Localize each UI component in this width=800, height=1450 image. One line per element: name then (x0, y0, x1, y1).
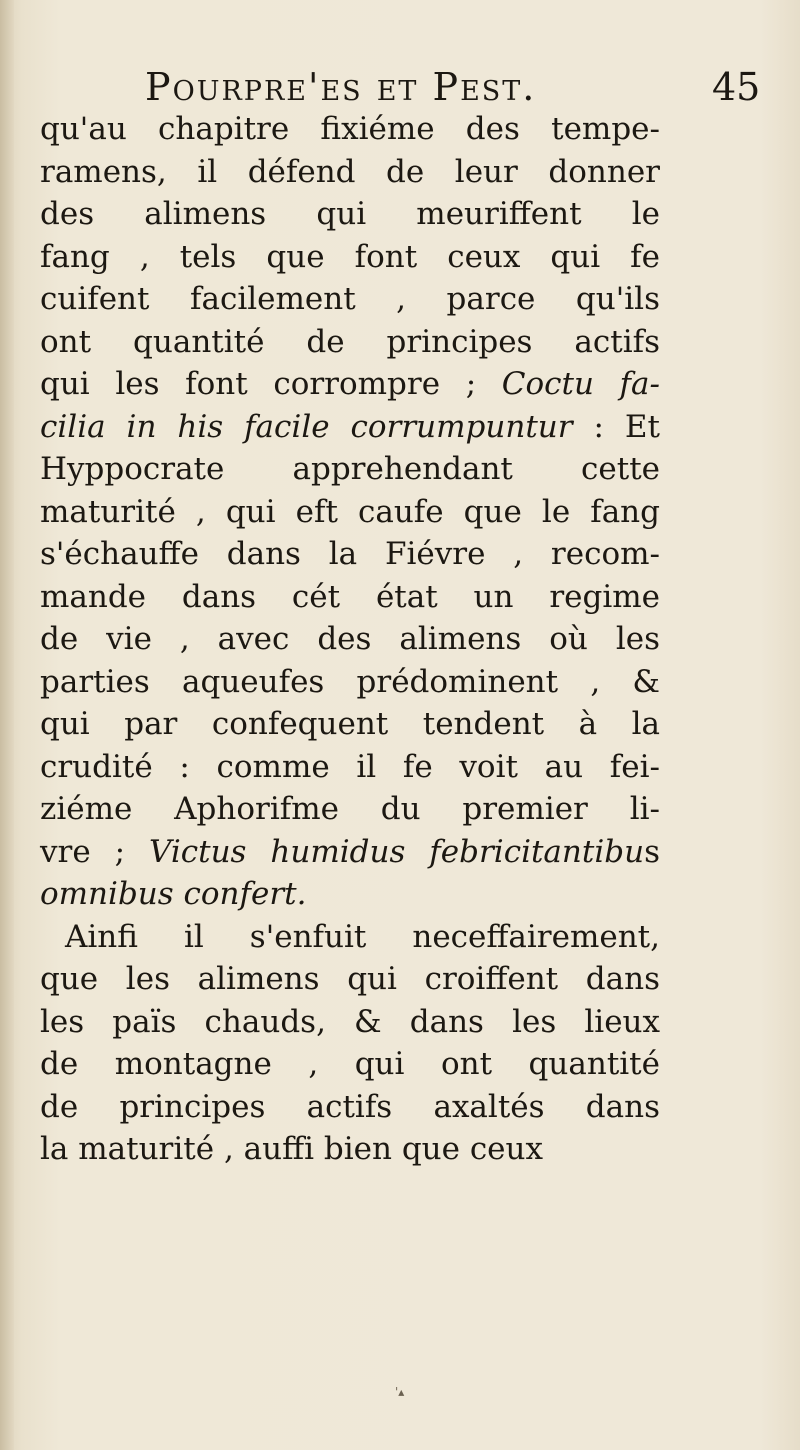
text-segment: qui par confequent tendent à la (40, 706, 660, 742)
text-segment: de principes actifs axaltés dans (40, 1088, 660, 1125)
text-line (40, 746, 660, 789)
text-segment: qu'au chapitre fixiéme des tempe- (40, 111, 660, 147)
text-line (40, 193, 660, 236)
text-line (40, 576, 660, 619)
text-line (40, 1128, 660, 1171)
text-line (40, 1001, 660, 1044)
text-segment: les païs chauds, & dans les lieux (40, 1003, 660, 1040)
printer-mark: '▴ (395, 1385, 405, 1399)
text-line (40, 448, 660, 491)
text-line (40, 661, 660, 704)
text-segment: qui les font corrompre ; (40, 366, 502, 402)
text-line (40, 618, 660, 661)
text-line (40, 533, 660, 576)
text-segment: s (644, 833, 660, 870)
latin-quotation: omnibus confert. (40, 876, 307, 912)
page-number: 45 (712, 65, 761, 109)
text-segment: la maturité , auffi bien que ceux (40, 1131, 543, 1167)
text-line (40, 788, 660, 831)
text-segment: s'échauffe dans la Fiévre , recom- (40, 536, 660, 572)
text-segment: fang , tels que font ceux qui fe (40, 238, 660, 275)
text-line (40, 321, 660, 364)
text-segment: parties aqueufes prédominent , & (40, 663, 660, 700)
text-line (40, 406, 660, 449)
text-segment: crudité : comme il fe voit au fei- (40, 748, 660, 785)
latin-quotation: Victus humidus febricitantibu (149, 833, 645, 870)
text-segment: que les alimens qui croiffent dans (40, 961, 660, 997)
text-segment: : Et (572, 408, 660, 445)
text-segment: de vie , avec des alimens où les (40, 621, 660, 657)
text-line (40, 491, 660, 534)
text-line (40, 236, 660, 279)
text-line (40, 831, 660, 874)
body-text (40, 108, 660, 1171)
latin-quotation: Coctu fa- (501, 366, 660, 402)
text-line (40, 108, 660, 151)
text-segment: ziéme Aphorifme du premier li- (40, 791, 660, 827)
text-line (40, 1086, 660, 1129)
text-segment: maturité , qui eft caufe que le fang (40, 493, 660, 530)
text-segment: Ainfi il s'enfuit neceffairement, (65, 918, 660, 955)
text-line (40, 958, 660, 1001)
text-line (40, 1043, 660, 1086)
text-segment: mande dans cét état un regime (40, 578, 660, 615)
text-segment: de montagne , qui ont quantité (40, 1046, 660, 1082)
text-line (40, 278, 660, 321)
text-line (40, 873, 660, 916)
text-segment: cuifent facilement , parce qu'ils (40, 281, 660, 317)
running-title: Pourpre'es et Pest. (145, 65, 537, 109)
page-gutter (0, 0, 14, 1450)
text-segment: vre ; (40, 833, 150, 870)
text-line (40, 363, 660, 406)
text-line (40, 151, 660, 194)
latin-quotation: cilia in his facile corrumpuntur (40, 408, 573, 445)
text-segment: ramens, il défend de leur donner (40, 153, 660, 190)
text-segment: des alimens qui meuriffent le (40, 196, 660, 232)
text-line (40, 703, 660, 746)
text-segment: ont quantité de principes actifs (40, 323, 660, 360)
text-line (40, 916, 660, 959)
text-segment: Hyppocrate apprehendant cette (40, 451, 660, 487)
